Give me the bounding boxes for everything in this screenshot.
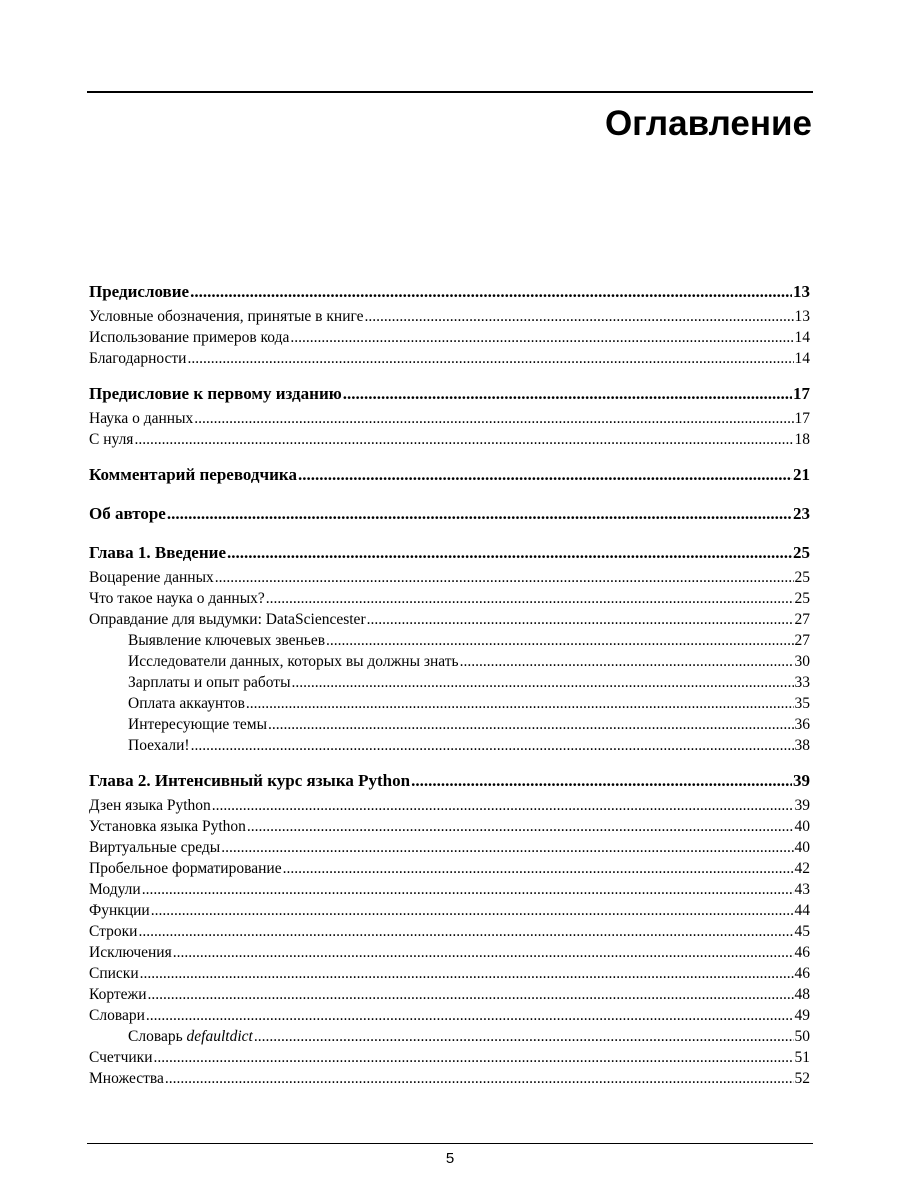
- toc-entry-page: 39: [794, 797, 810, 814]
- toc-entry-title-text: Оплата аккаунтов: [128, 695, 245, 712]
- dot-leader: [343, 380, 792, 408]
- toc-entry[interactable]: [89, 380, 810, 408]
- dot-leader: [298, 461, 792, 489]
- toc-entry[interactable]: [89, 539, 810, 567]
- toc-entry-title: [89, 816, 246, 837]
- toc-entry-title: [89, 539, 226, 567]
- toc-entry-title-text: Благодарности: [89, 350, 187, 367]
- dot-leader: [142, 879, 794, 900]
- toc-entry[interactable]: [89, 588, 810, 609]
- toc-entry-page: 25: [794, 569, 810, 586]
- page-number: 5: [445, 1150, 455, 1167]
- bottom-rule: [87, 1143, 813, 1144]
- toc-entry[interactable]: [89, 942, 810, 963]
- toc-entry-title: [89, 408, 193, 429]
- toc-entry-page: 43: [794, 881, 810, 898]
- toc-entry-title-text: Наука о данных: [89, 410, 194, 427]
- toc-entry-page: 46: [794, 965, 810, 982]
- dot-leader: [246, 693, 794, 714]
- toc-entry-title-text: Условные обозначения, принятые в книге: [89, 308, 364, 325]
- toc-entry-title: [89, 567, 214, 588]
- dot-leader: [187, 348, 793, 369]
- toc-entry-page: 38: [794, 737, 810, 754]
- toc-entry[interactable]: [89, 630, 810, 651]
- toc-entry[interactable]: [89, 500, 810, 528]
- toc-entry-page: 14: [794, 350, 810, 367]
- toc-entry-page: 40: [794, 818, 810, 835]
- dot-leader: [194, 408, 793, 429]
- toc-entry-title-text: Оправдание для выдумки: DataSciencester: [89, 611, 366, 628]
- dot-leader: [268, 714, 793, 735]
- toc-entry-page: 40: [794, 839, 810, 856]
- toc-entry[interactable]: [89, 858, 810, 879]
- toc-entry-page: 50: [794, 1028, 810, 1045]
- toc-entry-page: 25: [793, 543, 810, 562]
- dot-leader: [154, 1047, 794, 1068]
- toc-entry-title: [89, 795, 211, 816]
- toc-entry-title: [89, 429, 133, 450]
- dot-leader: [254, 1026, 794, 1047]
- toc-entry-title-text: Множества: [89, 1070, 164, 1087]
- dot-leader: [215, 567, 794, 588]
- dot-leader: [292, 672, 794, 693]
- toc-entry-title-text: Пробельное форматирование: [89, 860, 282, 877]
- toc-entry-title-text: Списки: [89, 965, 139, 982]
- toc-entry-page: 39: [793, 771, 810, 790]
- dot-leader: [148, 984, 794, 1005]
- toc-entry-page: 25: [794, 590, 810, 607]
- toc-entry[interactable]: [89, 461, 810, 489]
- dot-leader: [367, 609, 794, 630]
- toc-entry[interactable]: [89, 1005, 810, 1026]
- dot-leader: [290, 327, 793, 348]
- toc-entry[interactable]: [89, 278, 810, 306]
- toc-entry-title: [89, 921, 137, 942]
- toc-entry-page: 42: [794, 860, 810, 877]
- toc-entry-title: [89, 327, 289, 348]
- page-title: Оглавление: [604, 104, 812, 143]
- toc-entry[interactable]: [89, 567, 810, 588]
- toc-entry[interactable]: [89, 714, 810, 735]
- toc-entry-title: [89, 767, 410, 795]
- toc-entry-title-text: Словари: [89, 1007, 145, 1024]
- toc-entry-title-text: Об авторе: [89, 504, 166, 523]
- dot-leader: [283, 858, 794, 879]
- dot-leader: [247, 816, 794, 837]
- dot-leader: [190, 278, 792, 306]
- toc-entry-title-text: Модули: [89, 881, 141, 898]
- toc-entry-title-text: Виртуальные среды: [89, 839, 221, 856]
- toc-entry-title-text: Комментарий переводчика: [89, 465, 297, 484]
- toc-entry[interactable]: [89, 651, 810, 672]
- toc-entry[interactable]: [89, 735, 810, 756]
- toc-entry-title-text: Установка языка Python: [89, 818, 246, 835]
- toc-entry-title-text: Предисловие к первому изданию: [89, 384, 342, 403]
- toc-entry[interactable]: [89, 921, 810, 942]
- toc-entry-title-text: Глава 2. Интенсивный курс языка Python: [89, 771, 411, 790]
- toc-entry-title: [89, 1068, 164, 1089]
- toc-entry[interactable]: [89, 429, 810, 450]
- toc-entry-title-text: Интересующие темы: [128, 716, 268, 733]
- dot-leader: [151, 900, 794, 921]
- toc-entry-page: 13: [794, 308, 810, 325]
- toc-entry[interactable]: [89, 900, 810, 921]
- dot-leader: [146, 1005, 794, 1026]
- toc-entry[interactable]: [89, 327, 810, 348]
- toc-entry[interactable]: [89, 767, 810, 795]
- dot-leader: [134, 429, 793, 450]
- toc-entry-title: [89, 984, 147, 1005]
- toc-entry-title: [89, 609, 366, 630]
- dot-leader: [138, 921, 793, 942]
- toc-entry-title: [89, 588, 265, 609]
- toc-entry-title: [89, 380, 342, 408]
- dot-leader: [173, 942, 794, 963]
- toc-entry-page: 17: [793, 384, 810, 403]
- toc-entry-page: 30: [794, 653, 810, 670]
- toc-entry-title: [89, 858, 282, 879]
- toc-entry-page: 23: [793, 504, 810, 523]
- toc-entry-title-text: Кортежи: [89, 986, 147, 1003]
- dot-leader: [191, 735, 794, 756]
- toc-entry-title-text: Словарь: [128, 1028, 187, 1045]
- toc-entry-title: [89, 942, 172, 963]
- toc-entry-title-text: Счетчики: [89, 1049, 153, 1066]
- toc-entry-title-text: Предисловие: [89, 282, 190, 301]
- toc-entry-title: [89, 278, 189, 306]
- top-rule: [87, 91, 813, 93]
- dot-leader: [460, 651, 794, 672]
- toc-entry-title-text: Выявление ключевых звеньев: [128, 632, 326, 649]
- toc-entry[interactable]: [89, 795, 810, 816]
- dot-leader: [221, 837, 793, 858]
- toc-entry[interactable]: [89, 1068, 810, 1089]
- toc-entry-title-text: Зарплаты и опыт работы: [128, 674, 291, 691]
- dot-leader: [411, 767, 792, 795]
- toc-entry[interactable]: [89, 816, 810, 837]
- toc-entry[interactable]: [89, 672, 810, 693]
- dot-leader: [227, 539, 792, 567]
- toc-entry-page: 51: [794, 1049, 810, 1066]
- toc-entry-page: 52: [794, 1070, 810, 1087]
- toc-entry[interactable]: [89, 306, 810, 327]
- toc-entry-title: [128, 693, 245, 714]
- toc-entry-title-text: С нуля: [89, 431, 134, 448]
- toc-entry[interactable]: [89, 693, 810, 714]
- dot-leader: [212, 795, 794, 816]
- toc-entry-page: 17: [794, 410, 810, 427]
- toc-entry-title-text: Исследователи данных, которых вы должны знать: [128, 653, 459, 670]
- toc-entry[interactable]: [89, 963, 810, 984]
- toc-entry-title: [89, 1047, 153, 1068]
- toc-entry[interactable]: [89, 984, 810, 1005]
- toc-entry-title: [89, 500, 166, 528]
- toc-entry-title: [89, 963, 139, 984]
- dot-leader: [365, 306, 794, 327]
- toc-entry-title: [128, 651, 459, 672]
- toc-entry-title-text: Дзен языка Python: [89, 797, 211, 814]
- toc-entry-page: 13: [793, 282, 810, 301]
- table-of-contents: [89, 278, 810, 1089]
- toc-entry[interactable]: [89, 348, 810, 369]
- toc-entry-title: [128, 735, 190, 756]
- toc-entry-page: 18: [794, 431, 810, 448]
- toc-entry[interactable]: [89, 837, 810, 858]
- toc-entry-title: [128, 1026, 253, 1047]
- toc-entry-title: [89, 879, 141, 900]
- toc-entry-title-text: Использование примеров кода: [89, 329, 290, 346]
- toc-entry-title-italic: defaultdict: [186, 1028, 253, 1045]
- toc-entry-title: [89, 837, 220, 858]
- toc-entry-page: 48: [794, 986, 810, 1003]
- dot-leader: [140, 963, 794, 984]
- toc-entry-title-text: Воцарение данных: [89, 569, 214, 586]
- toc-entry-page: 49: [794, 1007, 810, 1024]
- toc-entry-page: 45: [794, 923, 810, 940]
- toc-entry-page: 27: [794, 611, 810, 628]
- toc-entry-title: [89, 900, 150, 921]
- toc-entry-title-text: Строки: [89, 923, 138, 940]
- toc-entry-title-text: Функции: [89, 902, 150, 919]
- toc-entry-title-text: Глава 1. Введение: [89, 543, 226, 562]
- toc-entry-page: 46: [794, 944, 810, 961]
- toc-entry-title: [128, 714, 267, 735]
- toc-entry-title: [128, 630, 325, 651]
- toc-entry-title: [89, 348, 186, 369]
- toc-entry-title-text: Исключения: [89, 944, 172, 961]
- toc-entry[interactable]: [89, 609, 810, 630]
- toc-entry-title: [128, 672, 291, 693]
- toc-entry-title-text: Что такое наука о данных?: [89, 590, 265, 607]
- toc-entry-page: 36: [794, 716, 810, 733]
- toc-entry[interactable]: [89, 408, 810, 429]
- toc-entry-title-text: Поехали!: [128, 737, 190, 754]
- toc-entry-page: 33: [794, 674, 810, 691]
- dot-leader: [326, 630, 793, 651]
- toc-entry[interactable]: [89, 879, 810, 900]
- toc-entry-page: 44: [794, 902, 810, 919]
- toc-entry[interactable]: [89, 1047, 810, 1068]
- toc-entry-page: 21: [793, 465, 810, 484]
- toc-entry-page: 27: [794, 632, 810, 649]
- toc-entry-page: 14: [794, 329, 810, 346]
- dot-leader: [266, 588, 794, 609]
- toc-entry[interactable]: [89, 1026, 810, 1047]
- toc-entry-title: [89, 306, 364, 327]
- toc-entry-title: [89, 1005, 145, 1026]
- toc-entry-title: [89, 461, 297, 489]
- dot-leader: [167, 500, 792, 528]
- dot-leader: [165, 1068, 794, 1089]
- toc-entry-page: 35: [794, 695, 810, 712]
